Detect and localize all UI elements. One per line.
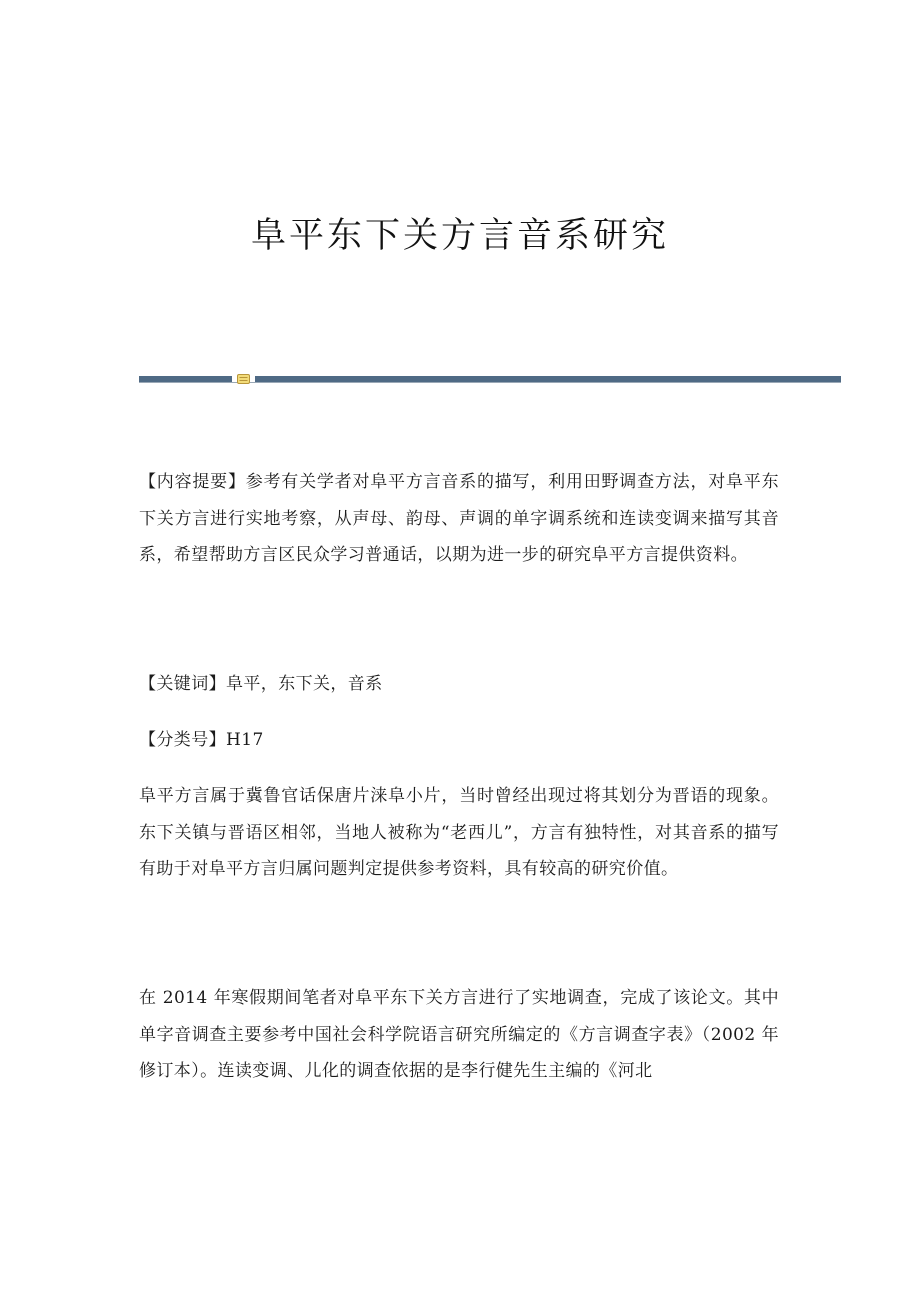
title-divider xyxy=(139,372,841,386)
body-paragraph-1: 阜平方言属于冀鲁官话保唐片涞阜小片，当时曾经出现过将其划分为晋语的现象。东下关镇与晋语区相邻，当地人被称为“老西儿”，方言有独特性，对其音系的描写有助于对阜平方言归属问题判定提供参考资料，具有较高的研究价值。 xyxy=(139,786,779,879)
abstract-paragraph: 【内容提要】参考有关学者对阜平方言音系的描写，利用田野调查方法，对阜平东下关方言进行实地考察，从声母、韵母、声调的单字调系统和连读变调来描写其音系，希望帮助方言区民众学习普通话，以期为进一步的研究阜平方言提供资料。 xyxy=(139,472,779,565)
body-paragraph-2: 在 2014 年寒假期间笔者对阜平东下关方言进行了实地调查，完成了该论文。其中单字音调查主要参考中国社会科学院语言研究所编定的《方言调查字表》（2002 年修订本）。连读变调、儿化的调查依据的是李行健先生主编的《河北 xyxy=(139,988,779,1081)
keywords-line: 【关键词】阜平，东下关，音系 xyxy=(139,674,383,694)
document-title: 阜平东下关方言音系研究 xyxy=(250,216,669,256)
divider-ornament-icon xyxy=(237,374,250,384)
classification-line: 【分类号】H17 xyxy=(139,730,264,750)
